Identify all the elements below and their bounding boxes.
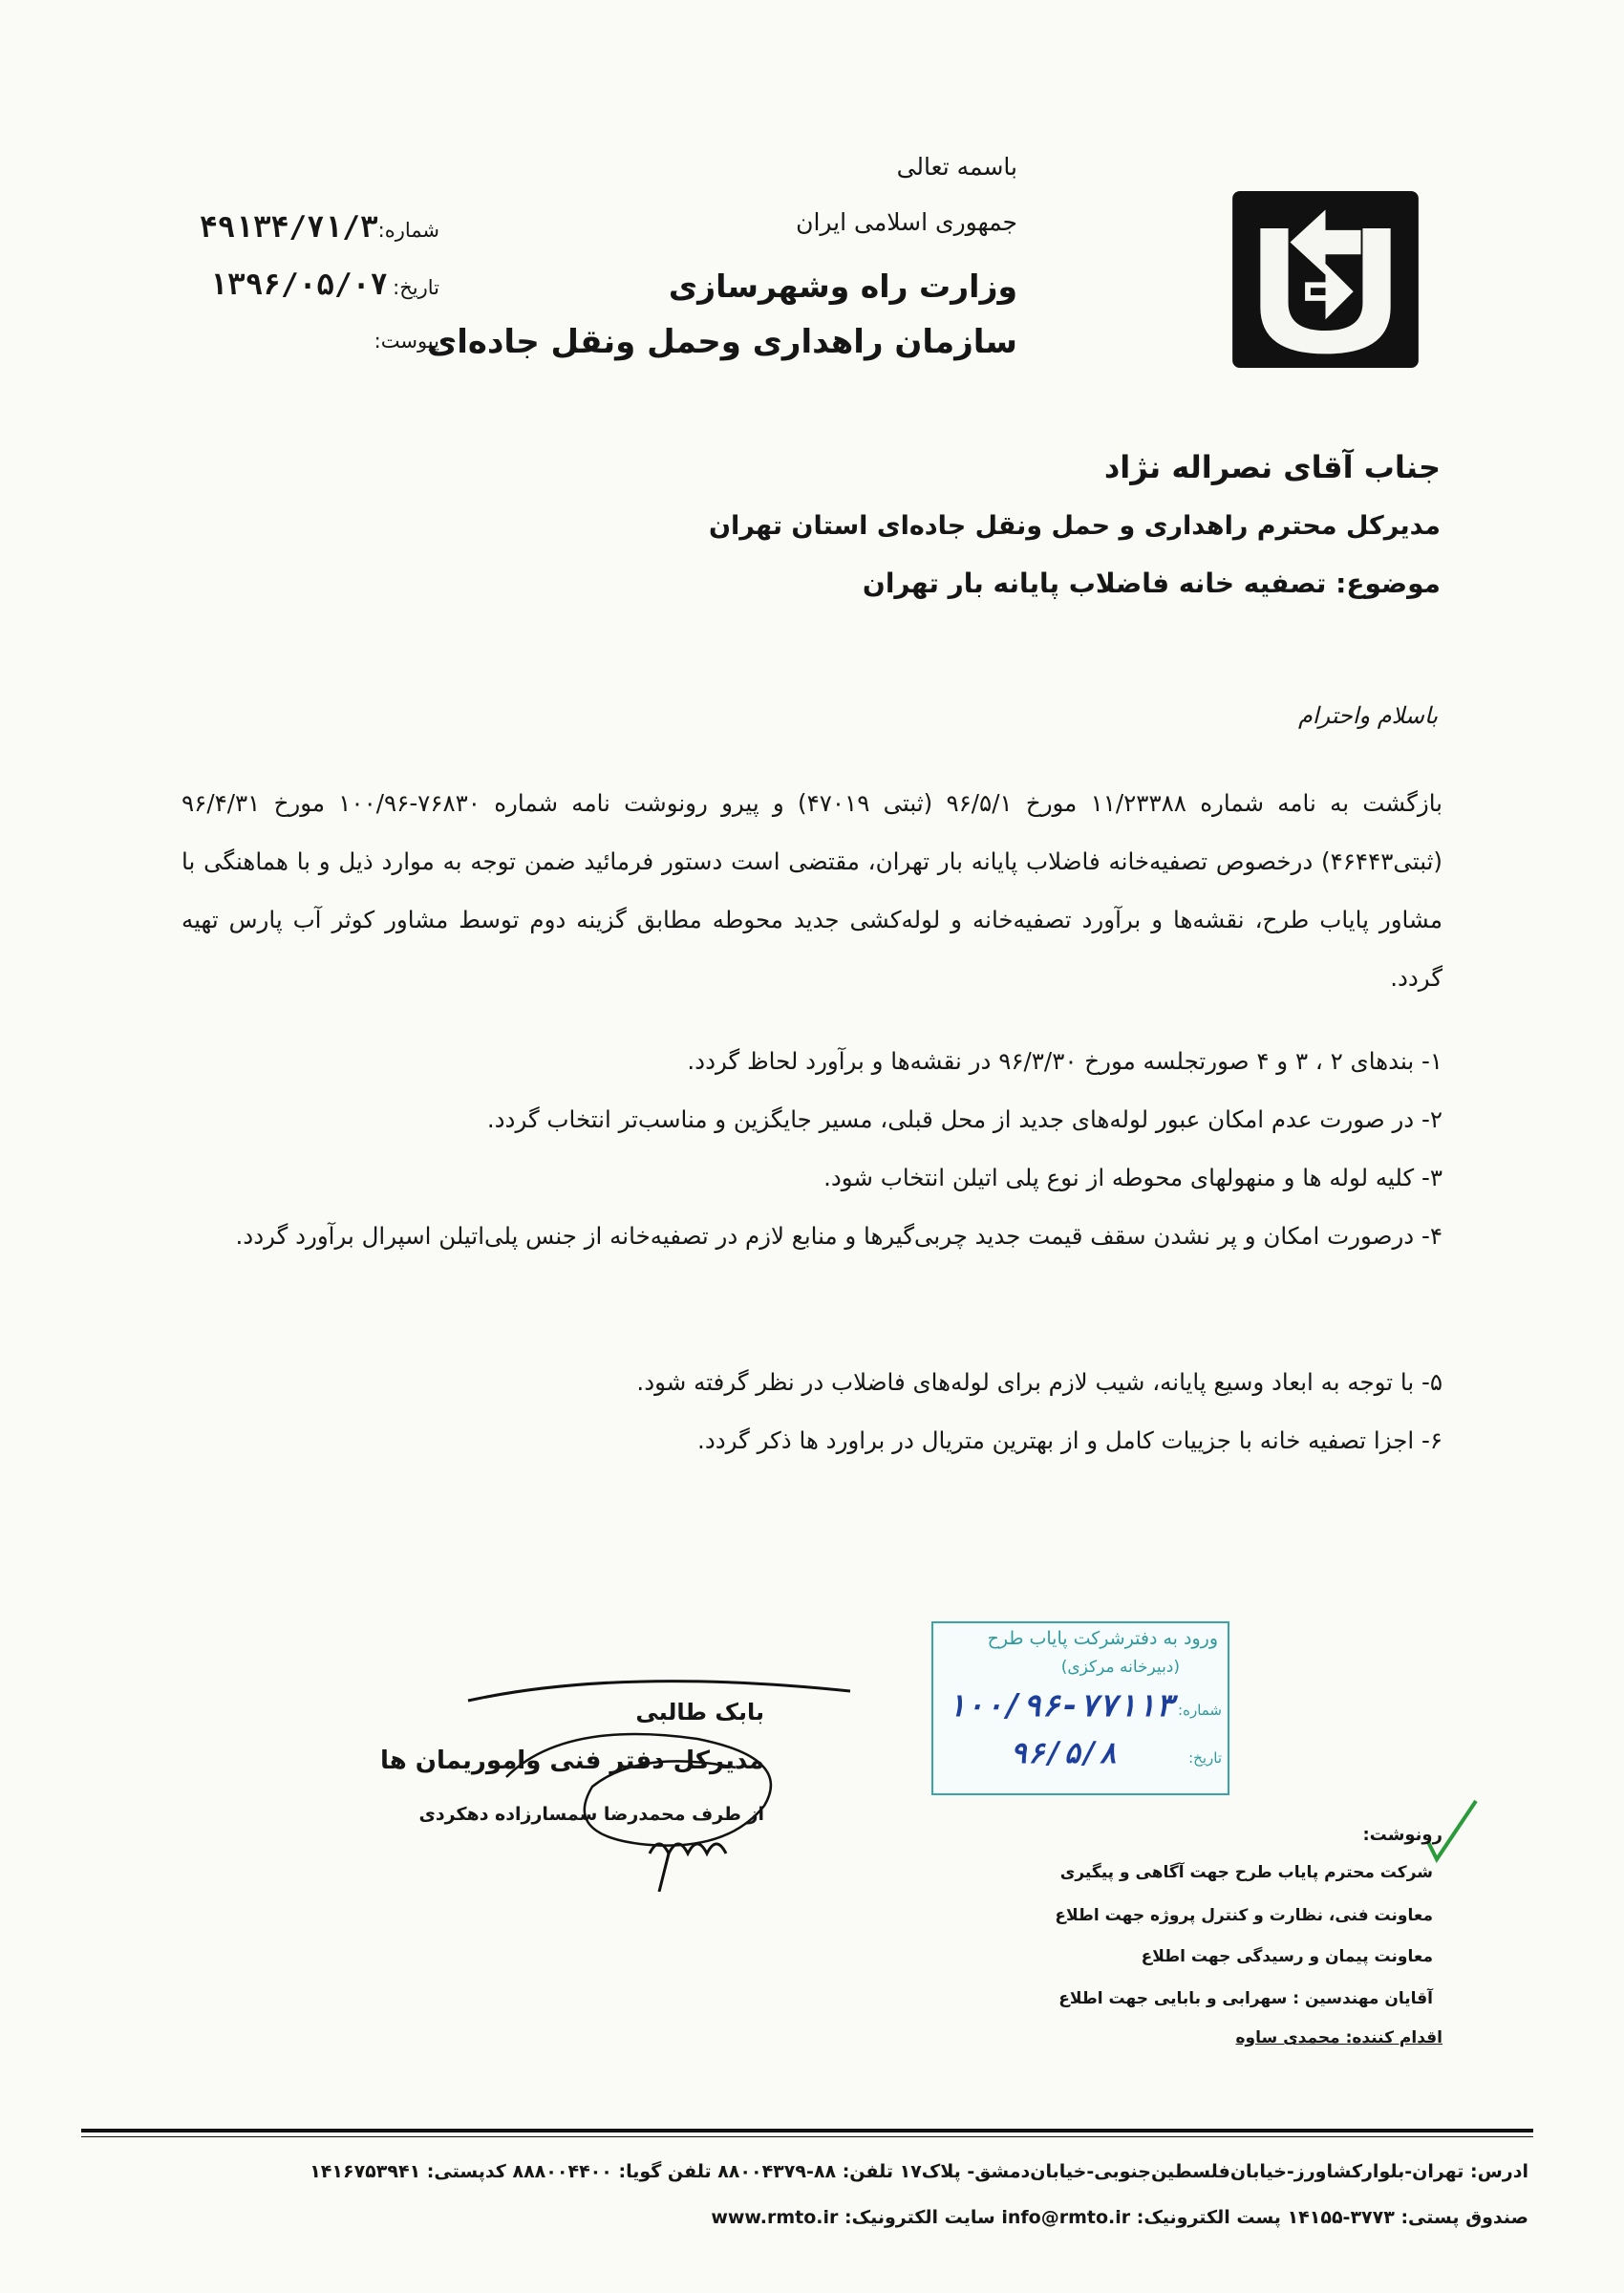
- footer-rule: [81, 2129, 1533, 2132]
- on-behalf-of: از طرف محمدرضا سمسارزاده دهکردی: [418, 1804, 764, 1825]
- stamp-date-label: تاریخ:: [1188, 1749, 1222, 1767]
- signer-title: مدیرکل دفتر فنی واموریمان ها: [379, 1747, 764, 1775]
- body-paragraph: بازگشت به نامه شماره ۱۱/۲۳۳۸۸ مورخ ۹۶/۵/۱ (ثبتی ۴۷۰۱۹) و پیرو رونوشت نامه شماره ۷۶۸۳۰-۱۰۰/۹۶ مورخ ۹۶/۴/۳۱ (ثبتی۴۶۴۴۳) درخصوص تصفیه‌خانه فاضلاب پایانه بار تهران، مقتضی است دستور فرمائید ضمن توجه به موارد ذیل و با هماهنگی با مشاور پایاب طرح، نقشه‌ها و برآورد تصفیه‌خانه و لوله‌کشی جدید محوطه مطابق گزینه دوم توسط مشاور کوثر آب پارس تهیه گردد.: [182, 789, 1442, 992]
- action-by: اقدام کننده: محمدی ساوه: [1235, 2028, 1442, 2047]
- cc-title: رونوشت:: [1362, 1825, 1442, 1845]
- letter-attachment: [153, 330, 439, 353]
- date-value: ۱۳۹۶/۰۵/۰۷: [209, 268, 389, 302]
- stamp-date-value: ۹۶/۵/۸: [1010, 1736, 1117, 1770]
- list-item: ۲- در صورت عدم امکان عبور لوله‌های جدید از محل قبلی، مسیر جایگزین و مناسب‌تر انتخاب گردد.: [486, 1105, 1442, 1133]
- number-value: ۴۹۱۳۴/۷۱/۳: [200, 210, 378, 245]
- recipient-name: جناب آقای نصراله نژاد: [1103, 449, 1441, 485]
- republic-title: جمهوری اسلامی ایران: [796, 208, 1017, 236]
- list-item: ۳- کلیه لوله ها و منهولهای محوطه از نوع پلی اتیلن انتخاب شود.: [823, 1164, 1442, 1191]
- received-stamp: [931, 1621, 1229, 1795]
- footer-rule-thin: [81, 2136, 1533, 2137]
- letter-date: [153, 268, 439, 302]
- greeting: باسلام واحترام: [1297, 702, 1438, 729]
- footer-address: ادرس: تهران-بلوارکشاورز-خیابان‌فلسطین‌جنوبی-خیابان‌دمشق- پلاک۱۷ تلفن: ۸۸-۸۸۰۰۴۳۷۹ تلفن گویا: ۸۸۸۰۰۴۴۰۰ کدپستی: ۱۴۱۶۷۵۳۹۴۱: [310, 2161, 1528, 2182]
- stamp-department: (دبیرخانه مرکزی): [1060, 1658, 1180, 1677]
- subject-line: موضوع: تصفیه خانه فاضلاب پایانه بار تهران: [862, 568, 1441, 599]
- ministry-title: وزارت راه وشهرسازی: [668, 268, 1017, 305]
- footer-pobox: صندوق پستی: ۳۷۷۳-۱۴۱۵۵ پست الکترونیک: info@rmto.ir سایت الکترونیک: www.rmto.ir: [711, 2207, 1528, 2228]
- cc-item: شرکت محترم پایاب طرح جهت آگاهی و پیگیری: [1059, 1863, 1433, 1882]
- list-item: ۵- با توجه به ابعاد وسیع پایانه، شیب لازم برای لوله‌های فاضلاب در نظر گرفته شود.: [636, 1368, 1442, 1396]
- signer-name: بابک طالبی: [635, 1699, 764, 1725]
- stamp-number-value: ۱۰۰/۹۶-۷۷۱۱۳: [947, 1686, 1175, 1724]
- attachment-label: پیوست:: [374, 330, 439, 353]
- ministry-logo: [1232, 191, 1419, 368]
- signature-scribble: [449, 1662, 869, 1892]
- list-item: ۴- درصورت امکان و پر نشدن سقف قیمت جدید چربی‌گیرها و منابع لازم در تصفیه‌خانه از جنس پلی‌اتیلن اسپرال برآورد گردد.: [235, 1222, 1442, 1250]
- stamp-company: ورود به دفترشرکت پایاب طرح: [987, 1628, 1218, 1649]
- basmala: باسمه تعالی: [896, 153, 1017, 181]
- list-item: ۶- اجزا تصفیه خانه با جزییات کامل و از بهترین متریال در براورد ها ذکر گردد.: [697, 1426, 1442, 1454]
- stamp-number-label: شماره:: [1178, 1702, 1222, 1719]
- date-label: تاریخ:: [393, 276, 439, 299]
- list-item: ۱- بندهای ۲ ، ۳ و ۴ صورتجلسه مورخ ۹۶/۳/۳۰ در نقشه‌ها و برآورد لحاظ گردد.: [687, 1047, 1442, 1075]
- number-label: شماره:: [377, 219, 439, 242]
- organization-title: سازمان راهداری وحمل ونقل جاده‌ای: [427, 323, 1017, 361]
- cc-item: آقایان مهندسین : سهرابی و بابایی جهت اطلاع: [1058, 1989, 1433, 2008]
- letter-number: [153, 210, 439, 245]
- cc-item: معاونت فنی، نظارت و کنترل پروژه جهت اطلاع: [1055, 1906, 1433, 1925]
- recipient-title: مدیرکل محترم راهداری و حمل ونقل جاده‌ای استان تهران: [708, 511, 1441, 541]
- cc-item: معاونت پیمان و رسیدگی جهت اطلاع: [1141, 1947, 1433, 1966]
